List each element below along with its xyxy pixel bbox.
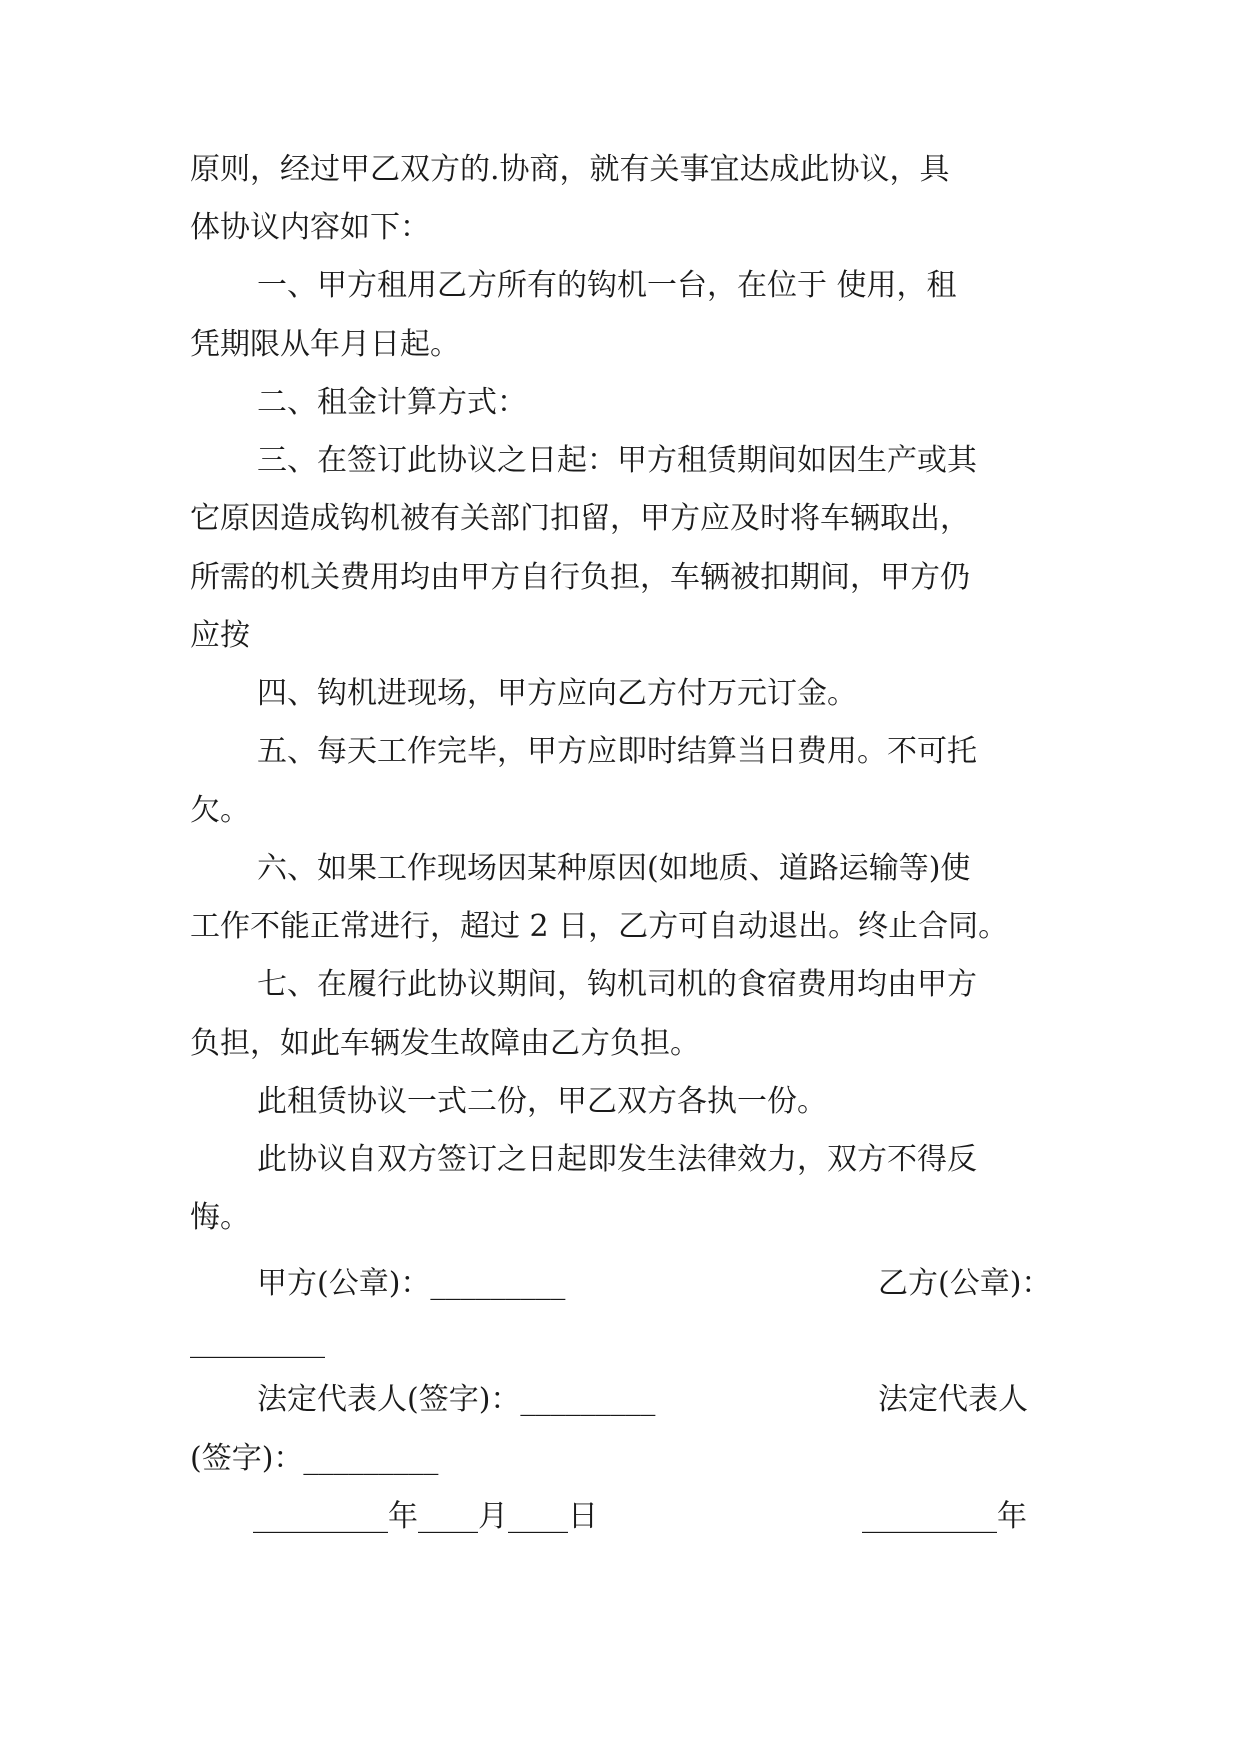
party-b-date: _________年 [862, 1499, 1027, 1534]
text-line: 凭期限从年月日起。 [190, 327, 460, 362]
text-line: 工作不能正常进行，超过 2 日，乙方可自动退出。终止合同。 [190, 909, 1009, 944]
text-line: 此租赁协议一式二份，甲乙双方各执一份。 [257, 1084, 827, 1119]
party-a-representative: 法定代表人(签字)：_________ [257, 1382, 656, 1417]
text-line: 负担，如此车辆发生故障由乙方负担。 [190, 1026, 700, 1061]
text-line: 二、租金计算方式： [257, 385, 527, 420]
text-line: 悔。 [190, 1200, 250, 1235]
text-line: 它原因造成钩机被有关部门扣留，甲方应及时将车辆取出， [190, 501, 970, 536]
text-line: 一、甲方租用乙方所有的钩机一台，在位于 使用，租 [257, 268, 957, 303]
text-line: 七、在履行此协议期间，钩机司机的食宿费用均由甲方 [257, 967, 977, 1002]
party-b-representative-cont: (签字)：_________ [190, 1441, 439, 1476]
text-line: 四、钩机进现场，甲方应向乙方付万元订金。 [257, 676, 857, 711]
party-a-seal: 甲方(公章)：_________ [257, 1266, 566, 1301]
text-line: 此协议自双方签订之日起即发生法律效力，双方不得反 [257, 1142, 977, 1177]
text-line: 应按 [190, 618, 250, 653]
text-line: 体协议内容如下： [190, 210, 430, 245]
text-line: 三、在签订此协议之日起：甲方租赁期间如因生产或其 [257, 443, 977, 478]
text-line: 原则，经过甲乙双方的.协商，就有关事宜达成此协议，具 [190, 152, 950, 187]
text-line: 所需的机关费用均由甲方自行负担，车辆被扣期间，甲方仍 [190, 560, 970, 595]
party-b-representative: 法定代表人 [878, 1382, 1028, 1417]
party-b-seal-blank: _________ [190, 1324, 325, 1359]
text-line: 六、如果工作现场因某种原因(如地质、道路运输等)使 [257, 851, 971, 886]
party-a-date: _________年____月____日 [253, 1499, 598, 1534]
text-line: 欠。 [190, 793, 250, 828]
text-line: 五、每天工作完毕，甲方应即时结算当日费用。不可托 [257, 734, 977, 769]
party-b-seal: 乙方(公章)： [878, 1266, 1052, 1301]
